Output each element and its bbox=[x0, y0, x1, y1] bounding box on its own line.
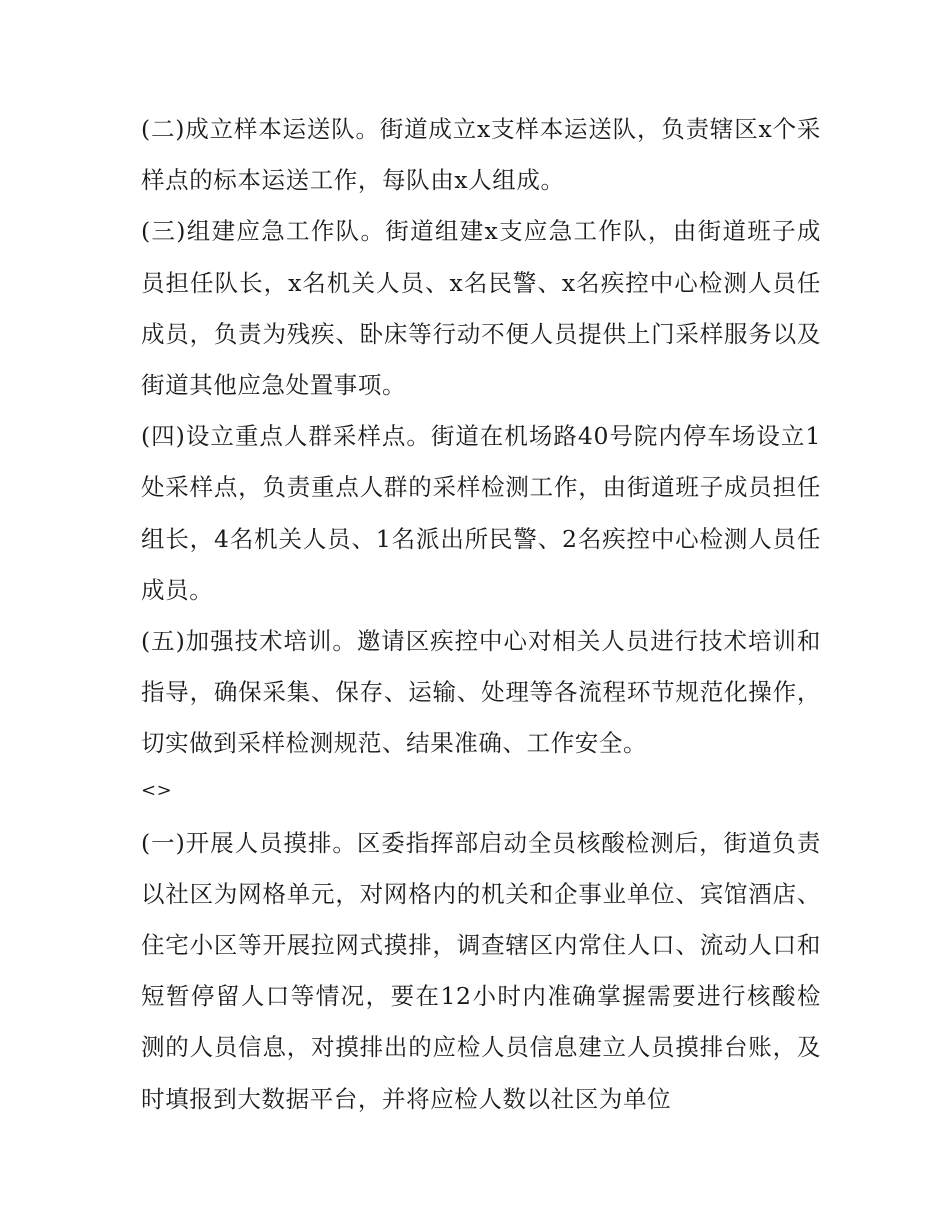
paragraph-key-group-sampling-point: (四)设立重点人群采样点。街道在机场路40号院内停车场设立1处采样点，负责重点人群的采样检测工作，由街道班子成员担任组长，4名机关人员、1名派出所民警、2名疾控中心检测人员任成员。 bbox=[141, 422, 821, 604]
paragraph-emergency-team: (三)组建应急工作队。街道组建x支应急工作队，由街道班子成员担任队长，x名机关人员、x名民警、x名疾控中心检测人员任成员，负责为残疾、卧床等行动不便人员提供上门采样服务以及街道其他应急处置事项。 bbox=[141, 217, 821, 400]
document-body bbox=[141, 104, 821, 1125]
section-marker: <> bbox=[141, 779, 173, 801]
paragraph-sample-transport-team: (二)成立样本运送队。街道成立x支样本运送队，负责辖区x个采样点的标本运送工作，每队由x人组成。 bbox=[141, 115, 821, 195]
paragraph-technical-training: (五)加强技术培训。邀请区疾控中心对相关人员进行技术培训和指导，确保采集、保存、运输、处理等各流程环节规范化操作，切实做到采样检测规范、结果准确、工作安全。 bbox=[141, 627, 821, 758]
paragraph-personnel-survey: (一)开展人员摸排。区委指挥部启动全员核酸检测后，街道负责以社区为网格单元，对网格内的机关和企事业单位、宾馆酒店、住宅小区等开展拉网式摸排，调查辖区内常住人口、流动人口和短暂停留人口等情况，要在12小时内准确掌握需要进行核酸检测的人员信息，对摸排出的应检人员信息建立人员摸排台账，及时填报到大数据平台，并将应检人数以社区为单位 bbox=[141, 828, 821, 1113]
